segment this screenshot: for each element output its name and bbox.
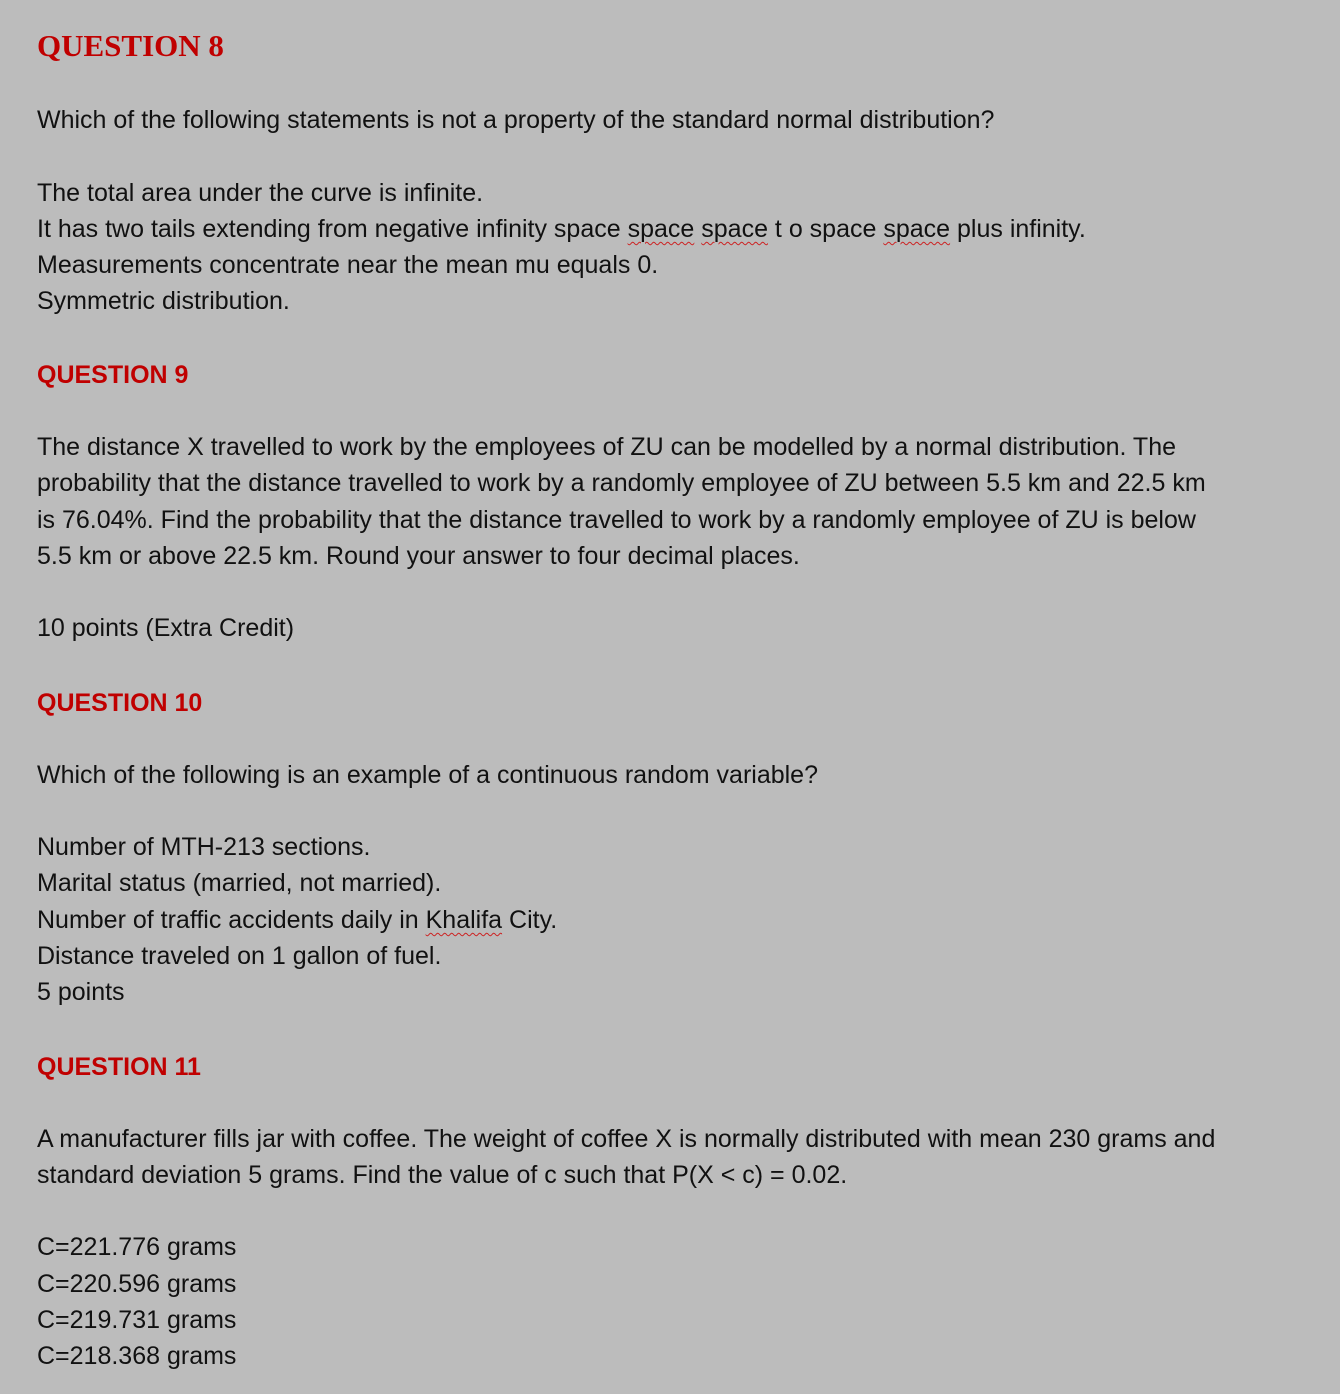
question-9-title: QUESTION 9 (37, 361, 189, 389)
question-11-text-line: A manufacturer fills jar with coffee. The weight of coffee X is normally distributed with mean 230 grams and (37, 1125, 1216, 1153)
option-text: plus infinity. (950, 215, 1086, 243)
option-text: t o space (767, 215, 884, 243)
question-8-title: QUESTION 8 (37, 28, 224, 63)
question-11-text-line: standard deviation 5 grams. Find the value of c such that P(X < c) = 0.02. (37, 1161, 848, 1189)
question-10-option-1[interactable]: Number of MTH-213 sections. (37, 833, 371, 861)
question-11-title: QUESTION 11 (37, 1053, 201, 1081)
question-8-prompt: Which of the following statements is not a property of the standard normal distribution? (37, 106, 995, 134)
question-11-option-2[interactable]: C=220.596 grams (37, 1270, 237, 1298)
question-11-option-1[interactable]: C=221.776 grams (37, 1233, 237, 1261)
question-10-points: 5 points (37, 978, 125, 1006)
option-text: It has two tails extending from negative infinity space (37, 215, 628, 243)
question-9-text-line: The distance X travelled to work by the employees of ZU can be modelled by a normal distribution. The (37, 433, 1177, 461)
question-10-prompt: Which of the following is an example of a continuous random variable? (37, 761, 818, 789)
question-8-option-2[interactable] (37, 211, 1086, 247)
question-10-option-4[interactable]: Distance traveled on 1 gallon of fuel. (37, 942, 442, 970)
question-9-text-line: probability that the distance travelled to work by a randomly employee of ZU between 5.5 km and 22.5 km (37, 469, 1206, 497)
question-8-option-4[interactable]: Symmetric distribution. (37, 287, 290, 315)
spellcheck-word: space (883, 215, 951, 243)
option-text: Number of traffic accidents daily in (37, 906, 426, 934)
question-11-option-4[interactable]: C=218.368 grams (37, 1342, 237, 1370)
question-9-text-line: 5.5 km or above 22.5 km. Round your answer to four decimal places. (37, 542, 800, 570)
spellcheck-word: space (701, 215, 768, 243)
question-10-title: QUESTION 10 (37, 689, 203, 717)
spellcheck-word: Khalifa (425, 906, 503, 934)
question-10-option-2[interactable]: Marital status (married, not married). (37, 869, 442, 897)
option-text: City. (502, 906, 558, 934)
question-8-option-3[interactable]: Measurements concentrate near the mean mu equals 0. (37, 251, 659, 279)
question-9-text-line: is 76.04%. Find the probability that the distance travelled to work by a randomly employee of ZU is below (37, 506, 1196, 534)
question-11-option-3[interactable]: C=219.731 grams (37, 1306, 237, 1334)
spellcheck-word: space (627, 215, 695, 243)
question-8-option-1[interactable]: The total area under the curve is infinite. (37, 179, 484, 207)
question-10-option-3[interactable] (37, 902, 557, 938)
question-9-points: 10 points (Extra Credit) (37, 614, 295, 642)
